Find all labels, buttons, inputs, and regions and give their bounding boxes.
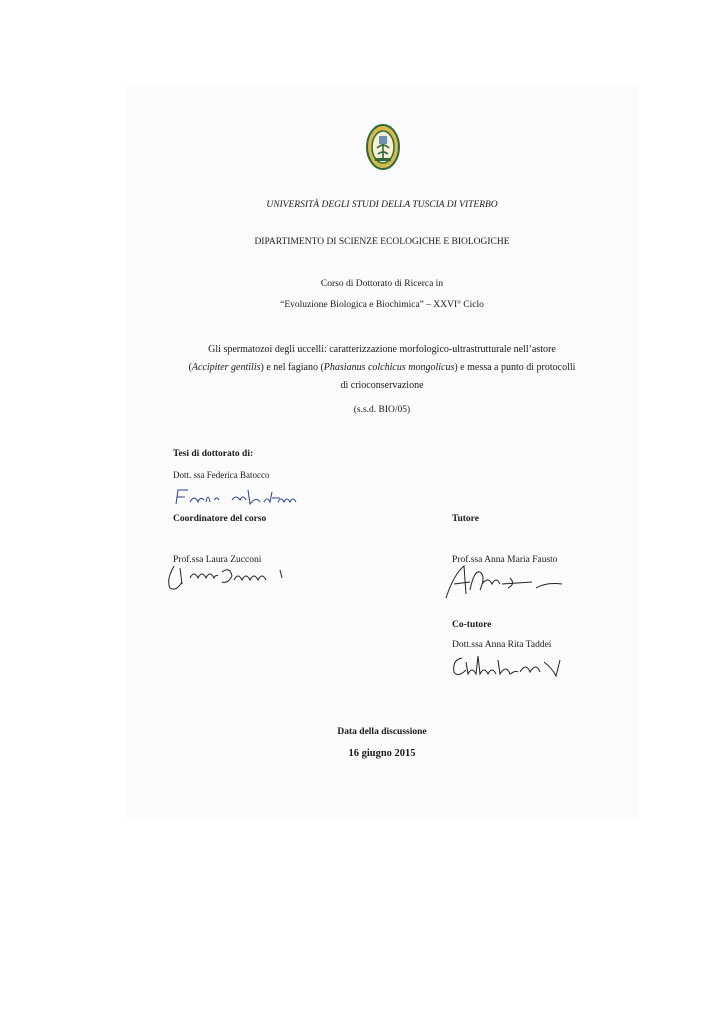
thesis-title bbox=[126, 341, 638, 395]
discussion-label: Data della discussione bbox=[337, 727, 427, 737]
cotutor-label: Co-tutore bbox=[452, 620, 492, 630]
ssd-code: (s.s.d. BIO/05) bbox=[353, 405, 411, 415]
tutor-name: Prof.ssa Anna Maria Fausto bbox=[452, 555, 558, 565]
thesis-label: Tesi di dottorato di: bbox=[173, 449, 254, 459]
tutor-label: Tutore bbox=[452, 514, 479, 524]
course-line-2: “Evoluzione Biologica e Biochimica” – XXVI° Ciclo bbox=[280, 300, 484, 310]
title-line-3: di crioconservazione bbox=[340, 380, 424, 391]
cotutor-name: Dott.ssa Anna Rita Taddei bbox=[452, 640, 552, 650]
university-seal bbox=[366, 124, 400, 170]
tutor-signature bbox=[440, 560, 580, 604]
discussion-date: 16 giugno 2015 bbox=[348, 748, 416, 759]
species-accipiter: Accipiter gentilis bbox=[191, 362, 261, 373]
title-line-2: (Accipiter gentilis) e nel fagiano (Phasianus colchicus mongolicus) e messa a punto di protocolli bbox=[188, 362, 576, 373]
coordinator-label: Coordinatore del corso bbox=[173, 514, 267, 524]
course-line-1: Corso di Dottorato di Ricerca in bbox=[320, 279, 444, 289]
title-line-1: Gli spermatozoi degli uccelli: caratterizzazione morfologico-ultrastrutturale nell’astore bbox=[208, 344, 556, 355]
author-name: Dott. ssa Federica Batocco bbox=[173, 470, 270, 480]
author-signature bbox=[172, 484, 302, 510]
species-phasianus: Phasianus colchicus mongolicus bbox=[323, 362, 455, 373]
coordinator-signature bbox=[156, 560, 296, 594]
coordinator-name: Prof.ssa Laura Zucconi bbox=[173, 555, 262, 565]
cotutor-signature bbox=[448, 650, 568, 680]
department-name: DIPARTIMENTO DI SCIENZE ECOLOGICHE E BIOLOGICHE bbox=[254, 237, 510, 247]
university-name: UNIVERSITÀ DEGLI STUDI DELLA TUSCIA DI VITERBO bbox=[266, 200, 498, 210]
